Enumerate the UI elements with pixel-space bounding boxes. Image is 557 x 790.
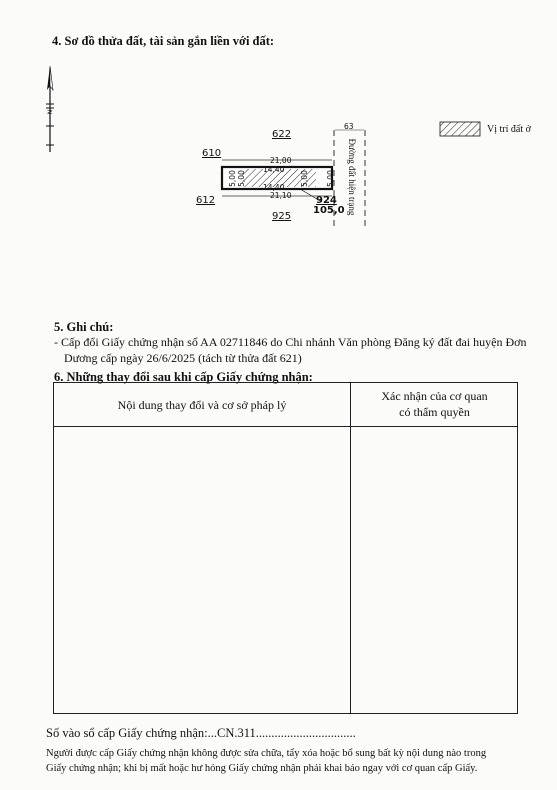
north-arrow-icon bbox=[46, 66, 54, 152]
certificate-register-number: Số vào sổ cấp Giấy chứng nhận:...CN.311................................ bbox=[46, 726, 356, 740]
dim-left-a: 5,00 bbox=[227, 170, 237, 187]
changes-table bbox=[53, 382, 518, 714]
parcel-610-label: 610 bbox=[202, 148, 222, 159]
table-header-confirmation-line2: có thẩm quyền bbox=[399, 405, 470, 419]
note-line-1: - Cấp đổi Giấy chứng nhận số AA 02711846 do Chi nhánh Văn phòng Đăng ký đất đai huyện Đơn bbox=[54, 335, 527, 349]
legend-label: Vị trí đất ở bbox=[487, 124, 531, 135]
footer-note-line-2: Giấy chứng nhận; khi bị mất hoặc hư hỏng Giấy chứng nhận phải khai báo ngay với cơ quan cấp Giấy. bbox=[46, 763, 478, 774]
section-6-title: 6. Những thay đổi sau khi cấp Giấy chứng nhận: bbox=[54, 370, 313, 384]
dim-bottom-inner: 14,40 bbox=[263, 183, 285, 192]
parcel-diagram bbox=[0, 0, 557, 300]
footer-note-line-1: Người được cấp Giấy chứng nhận không được sửa chữa, tẩy xóa hoặc bổ sung bất kỳ nội dung nào trong bbox=[46, 748, 487, 759]
legend-hatch-swatch bbox=[440, 122, 480, 136]
parcel-622-label: 622 bbox=[272, 129, 292, 140]
dim-top-inner: 14,40 bbox=[263, 165, 285, 174]
road-label: Đường đất hiện trạng bbox=[347, 138, 357, 216]
table-header-confirmation-line1: Xác nhận của cơ quan bbox=[381, 389, 488, 403]
parcel-924-area: 105,0 bbox=[313, 205, 345, 216]
section-4-title: 4. Sơ đồ thửa đất, tài sản gắn liền với đất: bbox=[52, 34, 275, 48]
dim-bottom-outer: 21,10 bbox=[270, 191, 292, 200]
note-line-2: Dương cấp ngày 26/6/2025 (tách từ thửa đất 621) bbox=[64, 351, 302, 365]
parcel-925-label: 925 bbox=[272, 211, 292, 222]
dim-top-outer: 21,00 bbox=[270, 156, 292, 165]
table-header-divider bbox=[53, 426, 518, 427]
north-label: N bbox=[47, 109, 54, 115]
table-header-changes: Nội dung thay đổi và cơ sở pháp lý bbox=[117, 398, 287, 412]
dim-right-outer: 5,00 bbox=[325, 170, 335, 187]
table-column-divider bbox=[350, 382, 351, 714]
road-code-label: 63 bbox=[344, 122, 354, 131]
section-5-title: 5. Ghi chú: bbox=[54, 320, 114, 334]
dim-left-b: 5,00 bbox=[236, 170, 246, 187]
parcel-924-label: 924 bbox=[316, 195, 337, 206]
parcel-612-label: 612 bbox=[196, 195, 216, 206]
dim-right-inner: 5,00 bbox=[299, 170, 309, 187]
